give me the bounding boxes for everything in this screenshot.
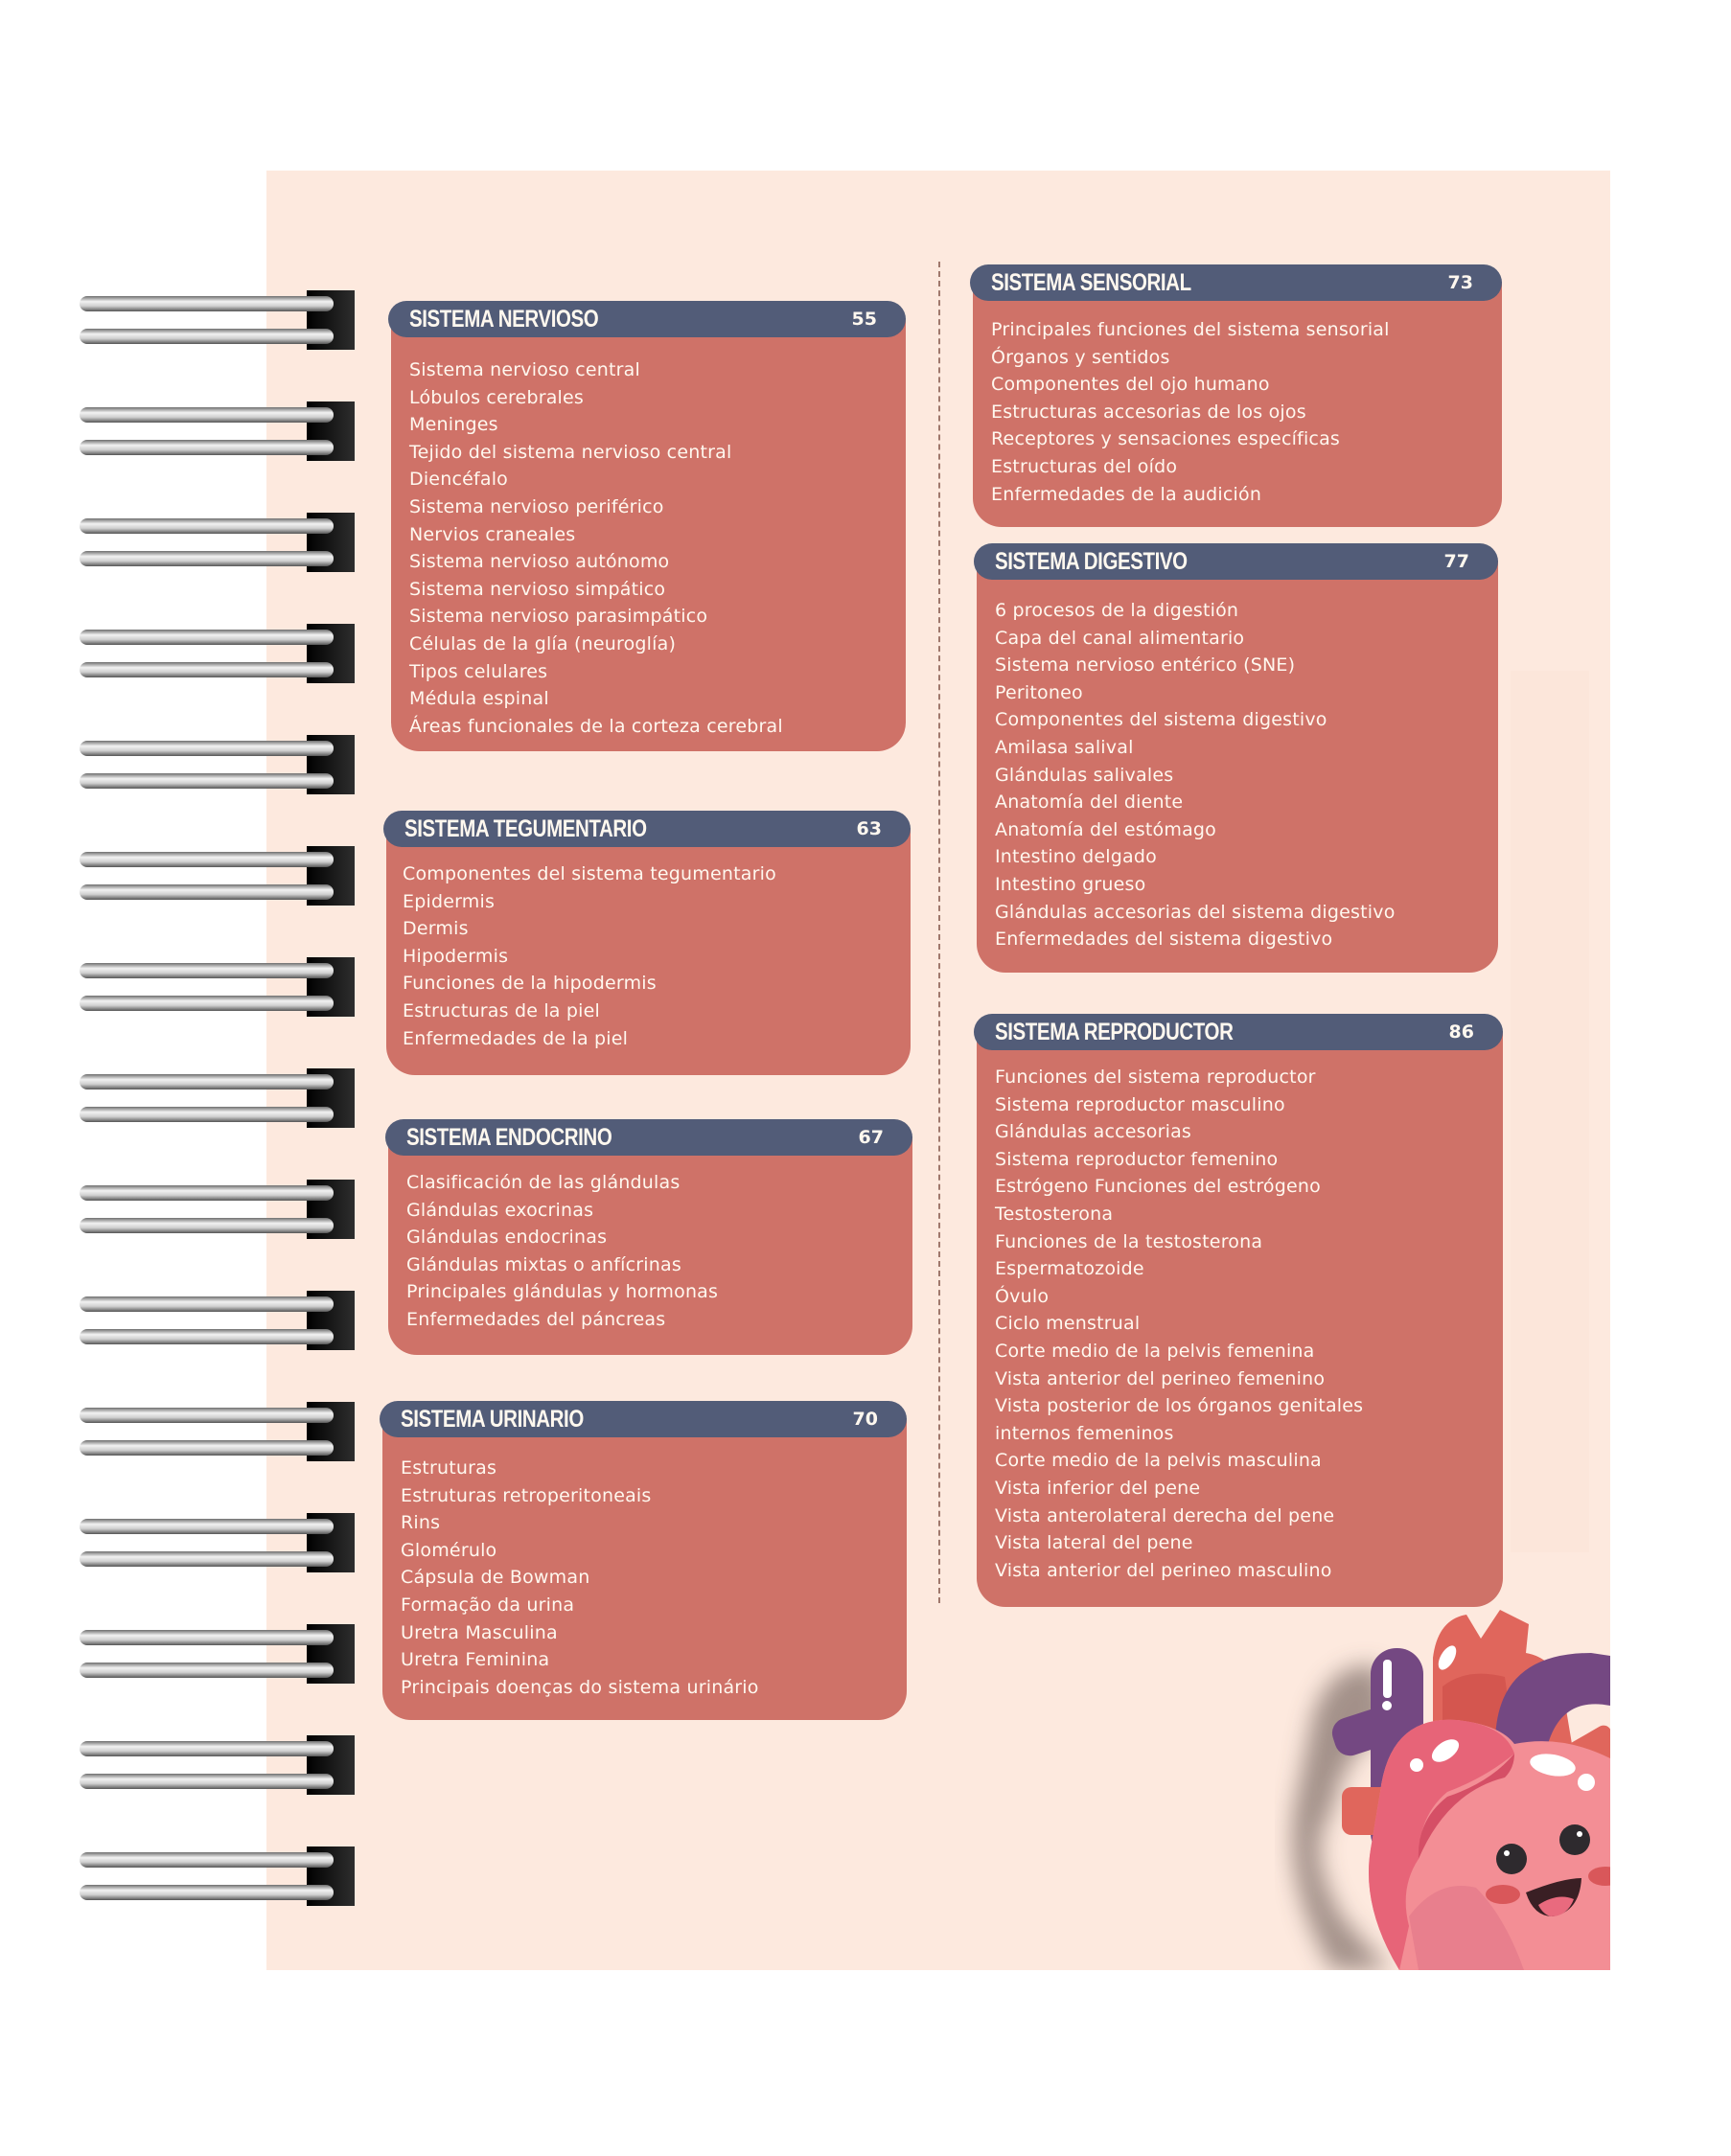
section-sistema-digestivo[interactable] xyxy=(974,543,1498,973)
topic-item[interactable]: Estruturas retroperitoneais xyxy=(401,1484,652,1506)
topic-item[interactable]: Estruturas xyxy=(401,1457,497,1479)
spiral-ring-icon xyxy=(80,1402,358,1461)
spiral-ring-icon xyxy=(80,401,358,461)
ring-wire xyxy=(80,518,334,534)
topic-item[interactable]: Funciones de la hipodermis xyxy=(403,973,657,995)
topic-item[interactable]: Diencéfalo xyxy=(409,469,509,491)
section-title: SISTEMA ENDOCRINO xyxy=(406,1123,612,1151)
page-number: 70 xyxy=(852,1409,878,1430)
topic-item[interactable]: Epidermis xyxy=(403,890,496,912)
topic-item[interactable]: Vista anterior del perineo femenino xyxy=(995,1367,1326,1389)
ring-wire xyxy=(80,630,334,645)
topic-list xyxy=(403,860,776,1052)
topic-item[interactable]: Corte medio de la pelvis masculina xyxy=(995,1450,1322,1472)
topic-item[interactable]: Anatomía del diente xyxy=(995,791,1184,814)
heart-mascot-icon xyxy=(1275,1600,1610,1970)
spiral-ring-icon xyxy=(80,1624,358,1684)
ring-wire xyxy=(80,884,334,900)
ring-wire xyxy=(80,551,334,566)
topic-item[interactable]: Vista posterior de los órganos genitales xyxy=(995,1395,1364,1417)
spiral-ring-icon xyxy=(80,1180,358,1239)
topic-item[interactable]: Enfermedades de la audición xyxy=(991,483,1262,505)
ring-wire xyxy=(80,963,334,978)
ring-wire xyxy=(80,440,334,455)
topic-item[interactable]: Sistema nervioso central xyxy=(409,359,640,380)
topic-item[interactable]: Intestino grueso xyxy=(995,873,1146,895)
topic-item[interactable]: Formação da urina xyxy=(401,1594,575,1616)
topic-item[interactable]: Glándulas exocrinas xyxy=(406,1199,594,1221)
topic-item[interactable]: Rins xyxy=(401,1512,441,1534)
topic-item[interactable]: Peritoneo xyxy=(995,681,1083,703)
page-number: 63 xyxy=(856,818,882,839)
spiral-ring-icon xyxy=(80,1735,358,1795)
topic-item[interactable]: Principais doenças do sistema urinário xyxy=(401,1676,759,1698)
topic-item[interactable]: Anatomía del estómago xyxy=(995,818,1216,840)
topic-item[interactable]: Vista inferior del pene xyxy=(995,1477,1201,1499)
spiral-ring-icon xyxy=(80,1846,358,1906)
ring-wire xyxy=(80,1551,334,1567)
ring-wire xyxy=(80,1408,334,1423)
topic-item[interactable]: Estrógeno Funciones del estrógeno xyxy=(995,1176,1321,1198)
topic-list xyxy=(995,597,1396,953)
ring-wire xyxy=(80,1741,334,1756)
topic-item[interactable]: Cápsula de Bowman xyxy=(401,1567,590,1589)
topic-item[interactable]: Funciones del sistema reproductor xyxy=(995,1067,1316,1088)
ring-wire xyxy=(80,296,334,311)
topic-item[interactable]: Espermatozoide xyxy=(995,1258,1144,1280)
section-title: SISTEMA REPRODUCTOR xyxy=(995,1018,1234,1045)
ring-wire xyxy=(80,662,334,677)
topic-item[interactable]: Hipodermis xyxy=(403,945,509,967)
topic-item[interactable]: Glándulas endocrinas xyxy=(406,1227,608,1249)
ring-wire xyxy=(80,1218,334,1233)
section-sistema-tegumentario[interactable] xyxy=(383,811,911,1075)
topic-item[interactable]: Ciclo menstrual xyxy=(995,1313,1141,1335)
section-sistema-sensorial[interactable] xyxy=(970,264,1502,527)
topic-item[interactable]: Meninges xyxy=(409,414,498,436)
ring-wire xyxy=(80,329,334,344)
ring-wire xyxy=(80,852,334,867)
topic-item[interactable]: Nervios craneales xyxy=(409,523,576,545)
spiral-ring-icon xyxy=(80,735,358,794)
ring-wire xyxy=(80,1885,334,1900)
topic-item[interactable]: Lóbulos cerebrales xyxy=(409,386,585,408)
spiral-ring-icon xyxy=(80,1068,358,1128)
ring-wire xyxy=(80,741,334,756)
topic-item[interactable]: Funciones de la testosterona xyxy=(995,1230,1263,1252)
section-sistema-urinario[interactable] xyxy=(380,1401,907,1720)
topic-list xyxy=(409,356,783,740)
topic-item[interactable]: Glándulas salivales xyxy=(995,764,1174,786)
topic-list xyxy=(406,1169,718,1334)
topic-item[interactable]: Componentes del sistema digestivo xyxy=(995,709,1327,731)
ring-wire xyxy=(80,1774,334,1789)
topic-item[interactable]: Tejido del sistema nervioso central xyxy=(409,441,732,463)
topic-item[interactable]: Tipos celulares xyxy=(409,660,548,682)
ring-wire xyxy=(80,1185,334,1201)
spiral-ring-icon xyxy=(80,846,358,906)
ring-wire xyxy=(80,1852,334,1868)
ring-wire xyxy=(80,1630,334,1645)
page-number: 67 xyxy=(858,1127,884,1148)
section-header xyxy=(970,264,1502,301)
spiral-ring-icon xyxy=(80,1291,358,1350)
topic-item[interactable]: Áreas funcionales de la corteza cerebral xyxy=(409,715,783,737)
section-sistema-reproductor[interactable] xyxy=(974,1014,1503,1607)
topic-item[interactable]: Capa del canal alimentario xyxy=(995,627,1245,649)
topic-item[interactable]: Uretra Masculina xyxy=(401,1621,558,1643)
page-number: 55 xyxy=(851,309,877,330)
column-divider xyxy=(938,262,940,1603)
topic-item[interactable]: Intestino delgado xyxy=(995,846,1157,868)
topic-item[interactable]: internos femeninos xyxy=(995,1422,1174,1444)
topic-item[interactable]: Vista lateral del pene xyxy=(995,1532,1193,1554)
topic-item[interactable]: Corte medio de la pelvis femenina xyxy=(995,1340,1315,1362)
ring-wire xyxy=(80,1107,334,1122)
ring-wire xyxy=(80,1440,334,1456)
topic-item[interactable]: Sistema nervioso autónomo xyxy=(409,551,670,573)
topic-item[interactable]: Glomérulo xyxy=(401,1539,497,1561)
section-title: SISTEMA SENSORIAL xyxy=(991,268,1191,296)
spiral-ring-icon xyxy=(80,1513,358,1572)
topic-item[interactable]: Testosterona xyxy=(995,1203,1114,1225)
topic-item[interactable]: Amilasa salival xyxy=(995,736,1134,758)
page-number: 73 xyxy=(1447,272,1473,293)
topic-item[interactable]: Estructuras del oído xyxy=(991,455,1178,477)
topic-item[interactable]: Estructuras de la piel xyxy=(403,999,600,1021)
topic-item[interactable]: Órganos y sentidos xyxy=(991,346,1170,368)
topic-item[interactable]: Sistema nervioso parasimpático xyxy=(409,606,708,628)
topic-item[interactable]: Sistema nervioso periférico xyxy=(409,495,664,517)
section-header xyxy=(380,1401,907,1437)
page-number: 77 xyxy=(1443,551,1469,572)
topic-item[interactable]: Vista anterior del perineo masculino xyxy=(995,1559,1332,1581)
page-number: 86 xyxy=(1448,1021,1474,1043)
topic-item[interactable]: Vista anterolateral derecha del pene xyxy=(995,1504,1335,1526)
ring-wire xyxy=(80,1329,334,1344)
topic-item[interactable]: Principales glándulas y hormonas xyxy=(406,1281,719,1303)
topic-item[interactable]: Estructuras accesorias de los ojos xyxy=(991,401,1306,423)
section-header xyxy=(385,1119,912,1156)
ring-wire xyxy=(80,1663,334,1678)
topic-item[interactable]: Óvulo xyxy=(995,1285,1050,1307)
section-sistema-endocrino[interactable] xyxy=(385,1119,912,1355)
section-title: SISTEMA TEGUMENTARIO xyxy=(404,814,647,842)
section-header xyxy=(974,543,1498,580)
section-header xyxy=(974,1014,1503,1050)
background-panel xyxy=(1511,671,1589,1552)
spiral-ring-icon xyxy=(80,290,358,350)
ring-wire xyxy=(80,1074,334,1089)
topic-item[interactable]: Enfermedades de la piel xyxy=(403,1027,629,1049)
section-title: SISTEMA DIGESTIVO xyxy=(995,547,1188,575)
topic-item[interactable]: Sistema reproductor femenino xyxy=(995,1148,1279,1170)
topic-item[interactable]: Médula espinal xyxy=(409,688,549,710)
topic-item[interactable]: Glándulas accesorias xyxy=(995,1121,1192,1143)
section-sistema-nervioso[interactable] xyxy=(388,301,906,751)
section-title: SISTEMA NERVIOSO xyxy=(409,305,599,333)
section-header xyxy=(383,811,911,847)
topic-item[interactable]: Uretra Feminina xyxy=(401,1649,550,1671)
topic-item[interactable]: Glándulas mixtas o anfícrinas xyxy=(406,1253,681,1275)
topic-item[interactable]: Principales funciones del sistema sensorial xyxy=(991,319,1390,340)
section-header xyxy=(388,301,906,337)
topic-item[interactable]: Dermis xyxy=(403,918,469,940)
section-title: SISTEMA URINARIO xyxy=(401,1405,584,1433)
topic-item[interactable]: Componentes del ojo humano xyxy=(991,374,1270,396)
ring-wire xyxy=(80,1296,334,1312)
topic-list xyxy=(401,1455,759,1701)
spiral-ring-icon xyxy=(80,513,358,572)
topic-item[interactable]: Sistema nervioso entérico (SNE) xyxy=(995,654,1296,677)
spiral-ring-icon xyxy=(80,957,358,1017)
topic-item[interactable]: Enfermedades del sistema digestivo xyxy=(995,929,1333,951)
topic-item[interactable]: Sistema nervioso simpático xyxy=(409,578,666,600)
topic-item[interactable]: Enfermedades del páncreas xyxy=(406,1308,666,1330)
topic-list xyxy=(995,1064,1363,1584)
ring-wire xyxy=(80,407,334,423)
topic-item[interactable]: Glándulas accesorias del sistema digestivo xyxy=(995,901,1396,923)
topic-item[interactable]: Sistema reproductor masculino xyxy=(995,1093,1285,1115)
ring-wire xyxy=(80,996,334,1011)
topic-item[interactable]: Receptores y sensaciones específicas xyxy=(991,428,1341,450)
topic-list xyxy=(991,316,1390,508)
topic-item[interactable]: Componentes del sistema tegumentario xyxy=(403,863,776,884)
topic-item[interactable]: 6 procesos de la digestión xyxy=(995,600,1239,621)
ring-wire xyxy=(80,773,334,789)
spiral-ring-icon xyxy=(80,624,358,683)
topic-item[interactable]: Células de la glía (neuroglía) xyxy=(409,632,677,654)
topic-item[interactable]: Clasificación de las glándulas xyxy=(406,1172,681,1193)
ring-wire xyxy=(80,1519,334,1534)
